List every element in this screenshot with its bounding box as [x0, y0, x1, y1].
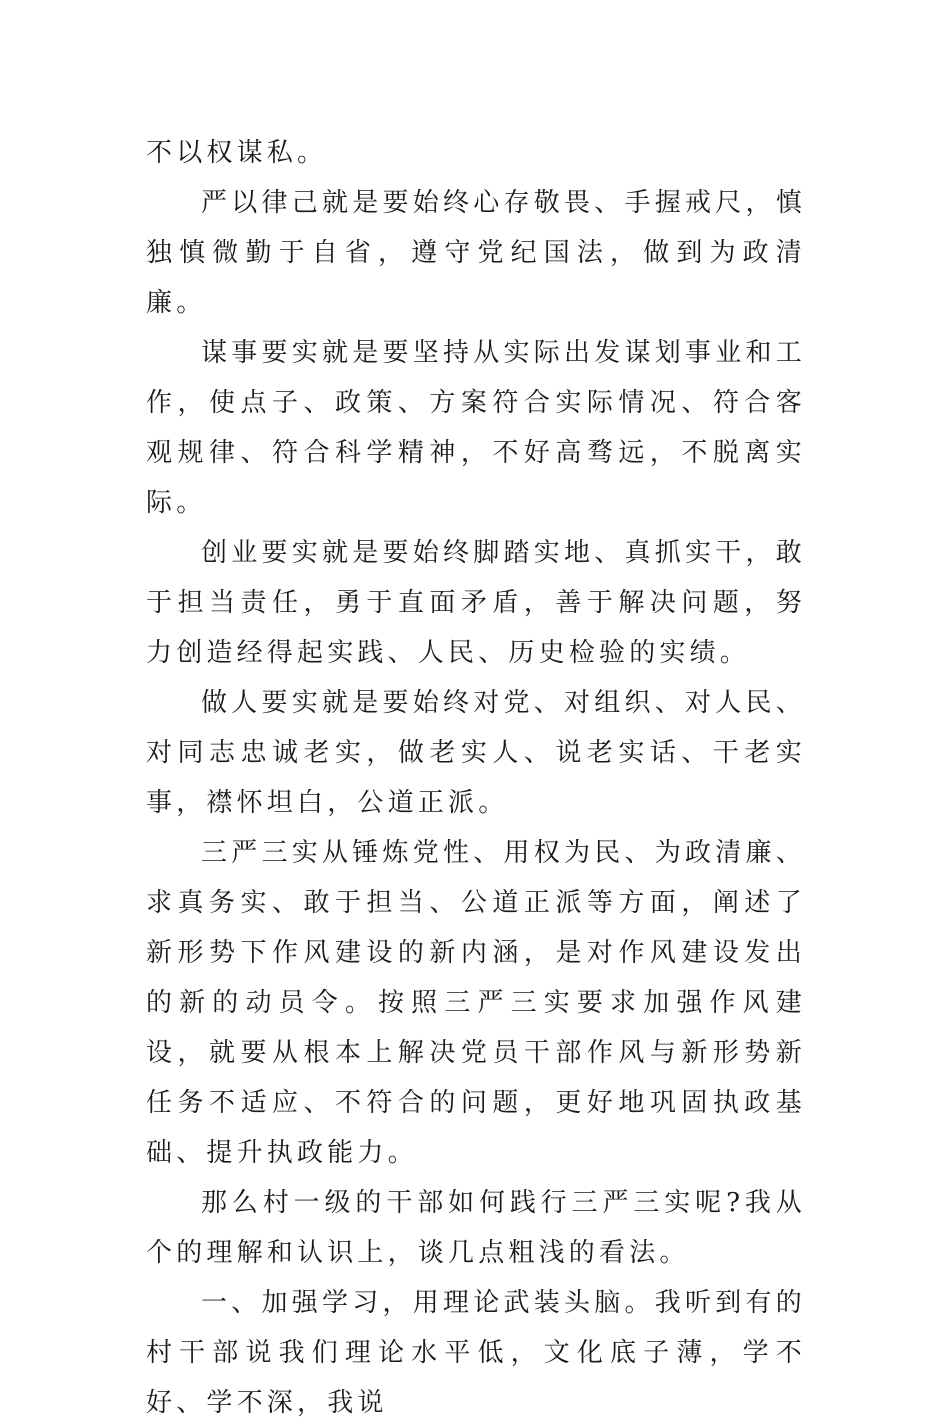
- paragraph-practical-planning: 谋事要实就是要坚持从实际出发谋划事业和工作，使点子、政策、方案符合实际情况、符合客观规律、符合科学精神，不好高骛远，不脱离实际。: [146, 338, 806, 518]
- paragraph-strict-self-discipline: 严以律己就是要始终心存敬畏、手握戒尺，慎独慎微勤于自省，遵守党纪国法，做到为政清廉。: [146, 188, 806, 318]
- paragraph-point-one-study: 一、加强学习，用理论武装头脑。我听到有的村干部说我们理论水平低，文化底子薄，学不好、学不深，我说: [146, 1288, 806, 1418]
- paragraph-practical-conduct: 做人要实就是要始终对党、对组织、对人民、对同志忠诚老实，做老实人、说老实话、干老实事，襟怀坦白，公道正派。: [146, 688, 806, 818]
- paragraph-continuation: 不以权谋私。: [146, 138, 328, 168]
- paragraph-three-stricts-summary: 三严三实从锤炼党性、用权为民、为政清廉、求真务实、敢于担当、公道正派等方面，阐述了新形势下作风建设的新内涵，是对作风建设发出的新的动员令。按照三严三实要求加强作风建设，就要从根本上解决党员干部作风与新形势新任务不适应、不符合的问题，更好地巩固执政基础、提升执政能力。: [146, 838, 806, 1168]
- document-body: [146, 128, 806, 1428]
- paragraph-practical-enterprise: 创业要实就是要始终脚踏实地、真抓实干，敢于担当责任，勇于直面矛盾，善于解决问题，努力创造经得起实践、人民、历史检验的实绩。: [146, 538, 806, 668]
- paragraph-village-cadres-question: 那么村一级的干部如何践行三严三实呢?我从个的理解和认识上，谈几点粗浅的看法。: [146, 1188, 806, 1268]
